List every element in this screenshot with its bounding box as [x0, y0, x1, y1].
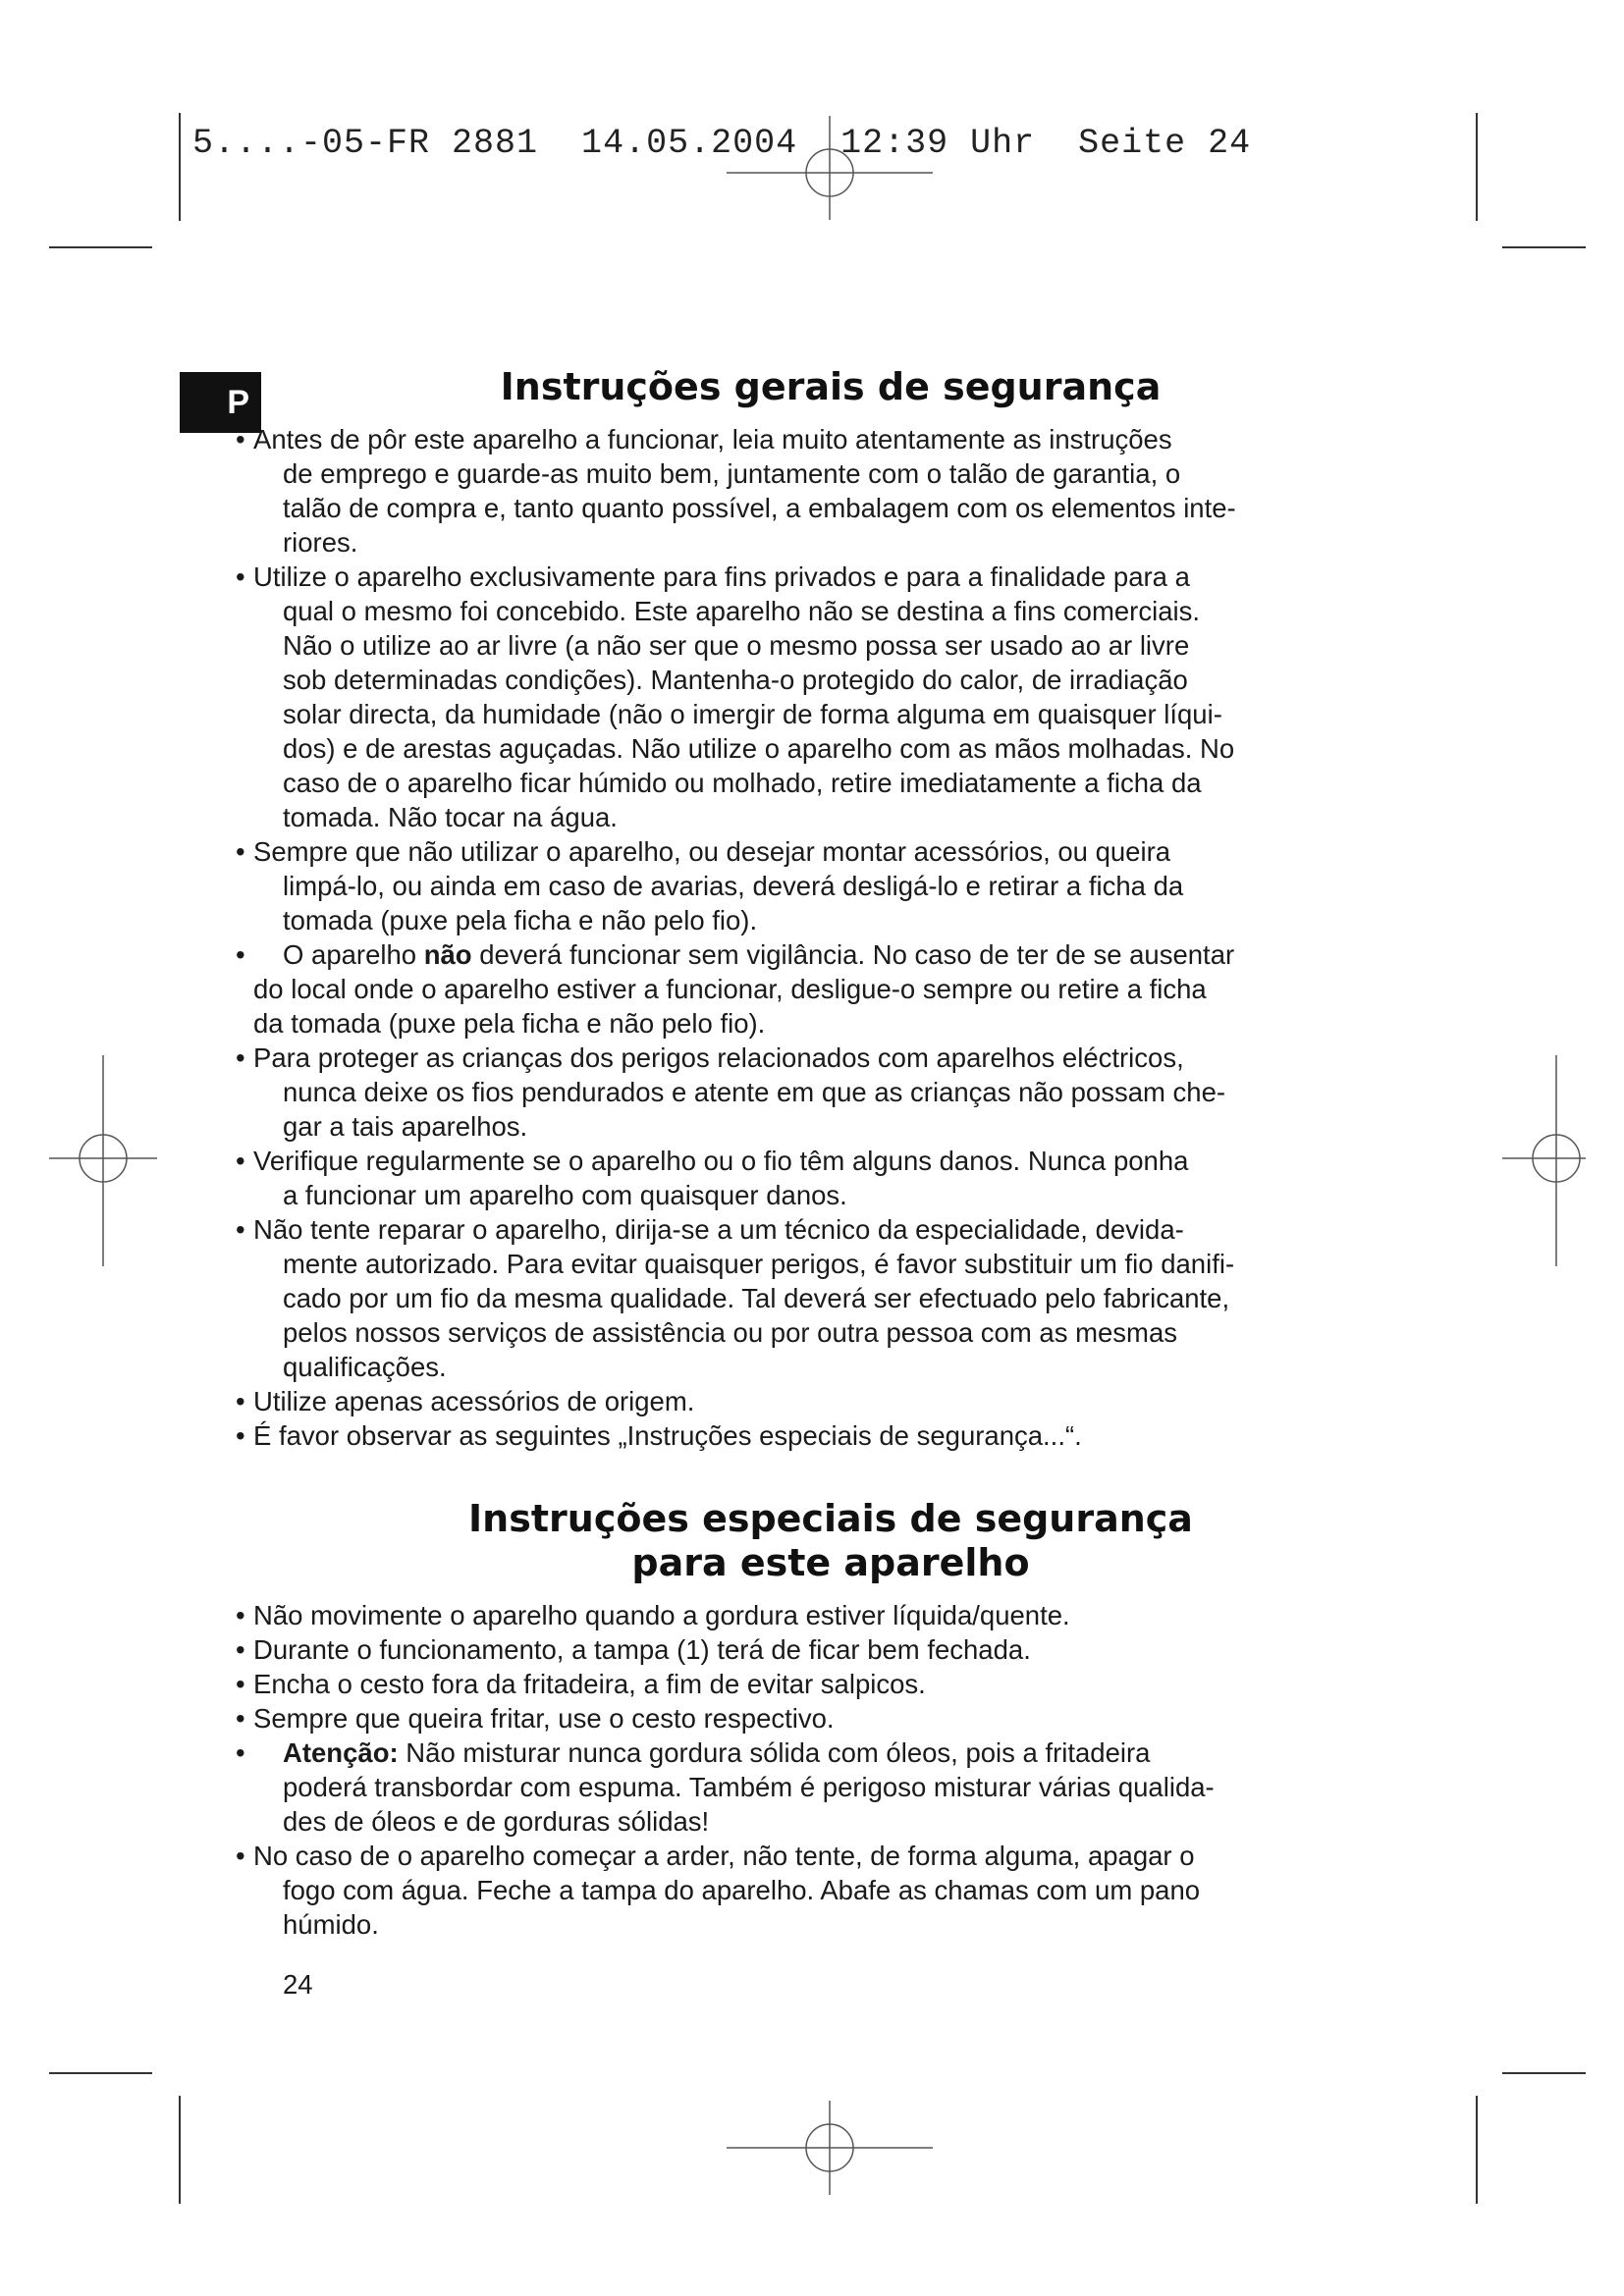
list-item	[236, 1667, 1387, 1701]
item-line: poderá transbordar com espuma. Também é perigoso misturar várias qualida-	[283, 1772, 1215, 1802]
item-line: Verifique regularmente se o aparelho ou o fio têm alguns danos. Nunca ponha	[253, 1146, 1189, 1176]
emphasis-text: Atenção:	[283, 1737, 399, 1768]
item-line: qual o mesmo foi concebido. Este aparelho não se destina a fins comerciais.	[283, 596, 1200, 626]
item-line: gar a tais aparelhos.	[283, 1111, 528, 1142]
item-line: tomada. Não tocar na água.	[283, 802, 618, 832]
item-line: Não o utilize ao ar livre (a não ser que o mesmo possa ser usado ao ar livre	[283, 630, 1190, 661]
list-item	[236, 1598, 1387, 1632]
item-line: talão de compra e, tanto quanto possível, a embalagem com os elementos inte-	[283, 493, 1236, 523]
list-item	[236, 1839, 1387, 1942]
item-line: Encha o cesto fora da fritadeira, a fim de evitar salpicos.	[253, 1669, 926, 1699]
registration-mark-bottom	[727, 2101, 933, 2195]
item-line: No caso de o aparelho começar a arder, não tente, de forma alguma, apagar o	[253, 1841, 1195, 1871]
special-safety-list	[236, 1598, 1387, 1942]
item-line: fogo com água. Feche a tampa do aparelho. Abafe as chamas com um pano	[283, 1875, 1201, 1905]
line-text: deverá funcionar sem vigilância. No caso de ter de se ausentar	[471, 939, 1235, 970]
bullet: •	[236, 836, 245, 867]
registration-mark-left	[49, 1055, 157, 1266]
item-line: Sempre que queira fritar, use o cesto respectivo.	[253, 1703, 835, 1734]
bullet: •	[236, 1042, 245, 1073]
item-line: des de óleos e de gorduras sólidas!	[283, 1806, 710, 1837]
item-line: qualificações.	[283, 1352, 447, 1382]
list-item	[236, 1384, 1387, 1418]
list-item	[236, 1144, 1387, 1212]
bullet: •	[236, 1420, 245, 1451]
item-line: mente autorizado. Para evitar quaisquer perigos, é favor substituir um fio danifi-	[283, 1249, 1235, 1279]
item-line: dos) e de arestas aguçadas. Não utilize o aparelho com as mãos molhadas. No	[283, 733, 1235, 764]
item-line: Utilize o aparelho exclusivamente para fins privados e para a finalidade para a	[253, 561, 1190, 592]
list-item	[236, 937, 1387, 1041]
title-line: Instruções especiais de segurança	[468, 1497, 1193, 1540]
item-line: húmido.	[283, 1909, 379, 1940]
item-line	[283, 937, 1387, 972]
registration-mark-right	[1502, 1055, 1586, 1266]
print-slug-header: 5....-05-FR 2881 14.05.2004 12:39 Uhr Seite 24	[192, 124, 1252, 163]
item-line: Sempre que não utilizar o aparelho, ou desejar montar acessórios, ou queira	[253, 836, 1171, 867]
list-item	[236, 1735, 1387, 1839]
item-line: cado por um fio da mesma qualidade. Tal deverá ser efectuado pelo fabricante,	[283, 1283, 1230, 1313]
section-title-general-safety: Instruções gerais de segurança	[500, 365, 1162, 408]
list-item	[236, 834, 1387, 937]
bullet: •	[236, 1214, 245, 1245]
item-line: pelos nossos serviços de assistência ou por outra pessoa com as mesmas	[283, 1317, 1177, 1348]
list-item	[236, 1418, 1387, 1453]
title-line: para este aparelho	[631, 1541, 1030, 1584]
item-line: tomada (puxe pela ficha e não pelo fio).	[283, 905, 758, 935]
list-item	[236, 1041, 1387, 1144]
item-line: da tomada (puxe pela ficha e não pelo fio).	[253, 1008, 766, 1039]
bullet: •	[236, 1669, 245, 1699]
bullet: •	[236, 561, 245, 592]
list-item	[236, 422, 1387, 560]
bullet: •	[236, 1600, 245, 1630]
language-tab: P	[180, 372, 261, 433]
item-line: riores.	[283, 527, 358, 558]
bullet: •	[236, 1737, 245, 1768]
item-line: solar directa, da humidade (não o imergir de forma alguma em quaisquer líqui-	[283, 699, 1222, 729]
bullet: •	[236, 939, 245, 970]
page-number: 24	[283, 1969, 313, 2000]
item-line: Durante o funcionamento, a tampa (1) terá de ficar bem fechada.	[253, 1634, 1031, 1665]
bullet: •	[236, 1841, 245, 1871]
bullet: •	[236, 1146, 245, 1176]
list-item	[236, 560, 1387, 834]
list-item	[236, 1212, 1387, 1384]
bullet: •	[236, 1386, 245, 1416]
item-line: a funcionar um aparelho com quaisquer danos.	[283, 1180, 847, 1210]
item-line: É favor observar as seguintes „Instruções especiais de segurança...“.	[253, 1420, 1082, 1451]
item-line	[283, 1735, 1387, 1770]
section-title-special-safety	[192, 1497, 1469, 1585]
item-line: Não movimente o aparelho quando a gordura estiver líquida/quente.	[253, 1600, 1070, 1630]
item-line: Antes de pôr este aparelho a funcionar, leia muito atentamente as instruções	[253, 424, 1172, 454]
item-line: sob determinadas condições). Mantenha-o protegido do calor, de irradiação	[283, 665, 1188, 695]
bullet: •	[236, 424, 245, 454]
item-line: limpá-lo, ou ainda em caso de avarias, deverá desligá-lo e retirar a ficha da	[283, 871, 1184, 901]
list-item	[236, 1632, 1387, 1667]
item-line: Não tente reparar o aparelho, dirija-se a um técnico da especialidade, devida-	[253, 1214, 1184, 1245]
bullet: •	[236, 1634, 245, 1665]
list-item	[236, 1701, 1387, 1735]
bullet: •	[236, 1703, 245, 1734]
emphasis-text: não	[423, 939, 472, 970]
item-line: do local onde o aparelho estiver a funcionar, desligue-o sempre ou retire a ficha	[253, 974, 1207, 1004]
line-text: O aparelho	[283, 939, 424, 970]
item-line: Utilize apenas acessórios de origem.	[253, 1386, 695, 1416]
item-line: Para proteger as crianças dos perigos relacionados com aparelhos eléctricos,	[253, 1042, 1184, 1073]
general-safety-list	[236, 422, 1387, 1453]
line-text: Não misturar nunca gordura sólida com óleos, pois a fritadeira	[398, 1737, 1151, 1768]
item-line: caso de o aparelho ficar húmido ou molhado, retire imediatamente a ficha da	[283, 768, 1202, 798]
item-line: de emprego e guarde-as muito bem, juntamente com o talão de garantia, o	[283, 458, 1181, 489]
item-line: nunca deixe os fios pendurados e atente em que as crianças não possam che-	[283, 1077, 1226, 1107]
